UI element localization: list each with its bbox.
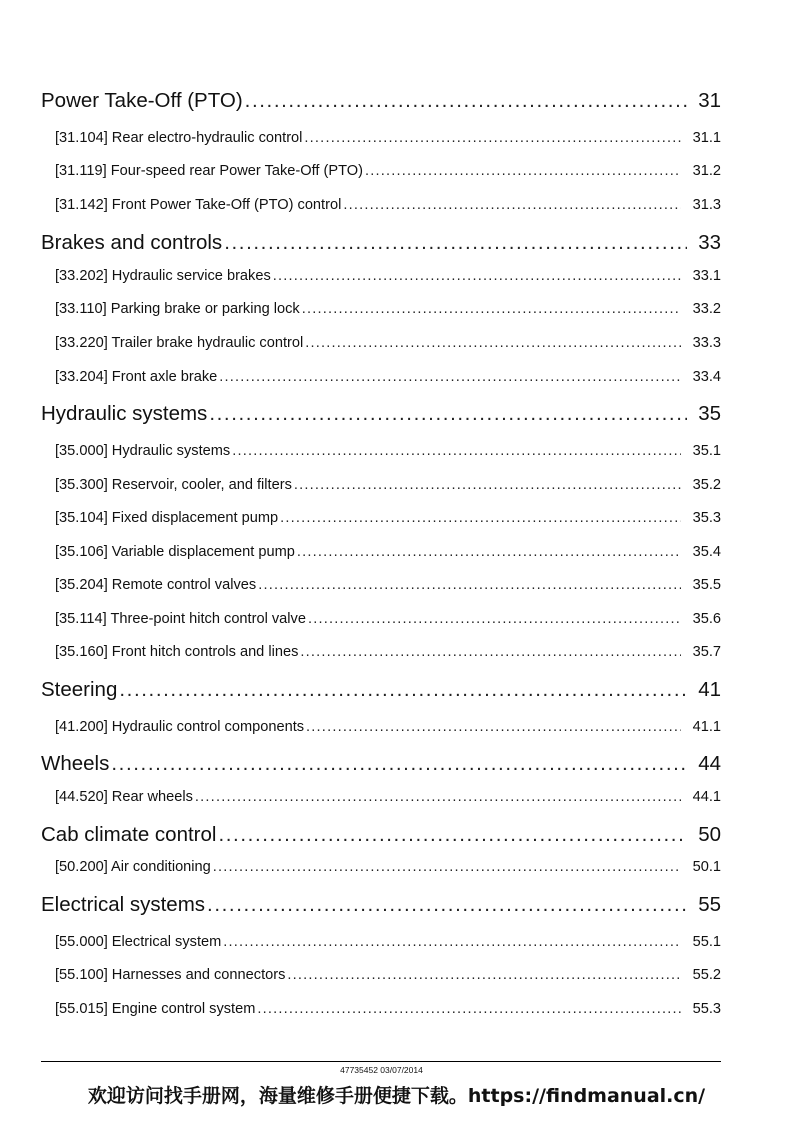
section-title: [31.119] Four-speed rear Power Take-Off (PTO) [55, 163, 363, 179]
section-page: 33.1 [692, 268, 721, 284]
toc-section [41, 475, 721, 495]
footer-rule [41, 1061, 721, 1062]
toc-chapter [41, 401, 721, 427]
section-title: [35.104] Fixed displacement pump [55, 510, 279, 526]
section-page: 33.3 [692, 335, 721, 351]
toc-section [41, 787, 721, 807]
section-page: 35.6 [692, 611, 721, 627]
dot-leader [302, 299, 681, 319]
chapter-page: 55 [698, 893, 721, 916]
dot-leader [287, 965, 681, 985]
section-page: 31.1 [692, 130, 721, 146]
section-page: 35.3 [692, 510, 721, 526]
toc-section [41, 195, 721, 215]
section-page: 35.7 [692, 644, 721, 660]
section-page: 55.3 [692, 1001, 721, 1017]
toc-section [41, 441, 721, 461]
download-banner: 欢迎访问找手册网，海量维修手册便捷下载。https://findmanual.cn/ [87, 1085, 706, 1107]
dot-leader [300, 642, 681, 662]
section-page: 44.1 [692, 789, 721, 805]
section-page: 31.2 [692, 163, 721, 179]
dot-leader [306, 717, 681, 737]
dot-leader [111, 751, 687, 777]
chapter-title: Hydraulic systems [41, 402, 208, 425]
section-title: [33.110] Parking brake or parking lock [55, 301, 300, 317]
toc-section [41, 128, 721, 148]
toc-section [41, 266, 721, 286]
dot-leader [258, 575, 681, 595]
dot-leader [224, 230, 687, 256]
dot-leader [245, 88, 687, 114]
section-page: 55.2 [692, 967, 721, 983]
toc-section [41, 161, 721, 181]
toc-section [41, 857, 721, 877]
section-title: [33.204] Front axle brake [55, 369, 218, 385]
dot-leader [365, 161, 681, 181]
toc-section [41, 717, 721, 737]
section-page: 55.1 [692, 934, 721, 950]
toc-section [41, 999, 721, 1019]
toc-section [41, 932, 721, 952]
dot-leader [207, 892, 687, 918]
dot-leader [308, 609, 681, 629]
section-page: 35.5 [692, 577, 721, 593]
section-title: [35.300] Reservoir, cooler, and filters [55, 477, 292, 493]
chapter-page: 50 [698, 823, 721, 846]
chapter-page: 31 [698, 89, 721, 112]
toc-section [41, 367, 721, 387]
toc-chapter [41, 230, 721, 256]
chapter-title: Power Take-Off (PTO) [41, 89, 243, 112]
chapter-title: Wheels [41, 752, 110, 775]
section-page: 35.2 [692, 477, 721, 493]
dot-leader [304, 128, 681, 148]
section-title: [35.114] Three-point hitch control valve [55, 611, 306, 627]
dot-leader [257, 999, 681, 1019]
section-title: [55.000] Electrical system [55, 934, 222, 950]
section-page: 35.4 [692, 544, 721, 560]
section-title: [35.000] Hydraulic systems [55, 443, 231, 459]
section-page: 50.1 [692, 859, 721, 875]
dot-leader [294, 475, 681, 495]
dot-leader [297, 542, 681, 562]
dot-leader [219, 367, 681, 387]
dot-leader [280, 508, 681, 528]
dot-leader [195, 787, 681, 807]
section-title: [35.204] Remote control valves [55, 577, 257, 593]
section-page: 41.1 [692, 719, 721, 735]
section-title: [31.142] Front Power Take-Off (PTO) control [55, 197, 342, 213]
toc-chapter [41, 88, 721, 114]
section-page: 31.3 [692, 197, 721, 213]
section-page: 33.4 [692, 369, 721, 385]
section-title: [35.160] Front hitch controls and lines [55, 644, 299, 660]
toc-section [41, 542, 721, 562]
toc-chapter [41, 892, 721, 918]
chapter-page: 35 [698, 402, 721, 425]
chapter-title: Steering [41, 678, 118, 701]
toc-chapter [41, 822, 721, 848]
section-title: [55.015] Engine control system [55, 1001, 256, 1017]
section-title: [31.104] Rear electro-hydraulic control [55, 130, 303, 146]
toc-section [41, 642, 721, 662]
section-page: 35.1 [692, 443, 721, 459]
chapter-title: Brakes and controls [41, 231, 223, 254]
chapter-page: 44 [698, 752, 721, 775]
section-title: [41.200] Hydraulic control components [55, 719, 305, 735]
section-title: [33.202] Hydraulic service brakes [55, 268, 271, 284]
dot-leader [218, 822, 687, 848]
section-title: [50.200] Air conditioning [55, 859, 211, 875]
toc-section [41, 609, 721, 629]
chapter-title: Cab climate control [41, 823, 217, 846]
dot-leader [273, 266, 681, 286]
dot-leader [119, 677, 687, 703]
dot-leader [232, 441, 681, 461]
chapter-title: Electrical systems [41, 893, 206, 916]
toc-chapter [41, 751, 721, 777]
toc-section [41, 299, 721, 319]
document-id: 47735452 03/07/2014 [340, 1065, 423, 1075]
toc-section [41, 965, 721, 985]
toc-section [41, 508, 721, 528]
dot-leader [223, 932, 681, 952]
section-title: [55.100] Harnesses and connectors [55, 967, 286, 983]
toc-chapter [41, 677, 721, 703]
chapter-page: 41 [698, 678, 721, 701]
section-title: [33.220] Trailer brake hydraulic control [55, 335, 304, 351]
section-title: [44.520] Rear wheels [55, 789, 193, 805]
chapter-page: 33 [698, 231, 721, 254]
toc-section [41, 333, 721, 353]
dot-leader [305, 333, 681, 353]
section-page: 33.2 [692, 301, 721, 317]
dot-leader [343, 195, 681, 215]
dot-leader [209, 401, 687, 427]
section-title: [35.106] Variable displacement pump [55, 544, 295, 560]
dot-leader [213, 857, 681, 877]
toc-section [41, 575, 721, 595]
